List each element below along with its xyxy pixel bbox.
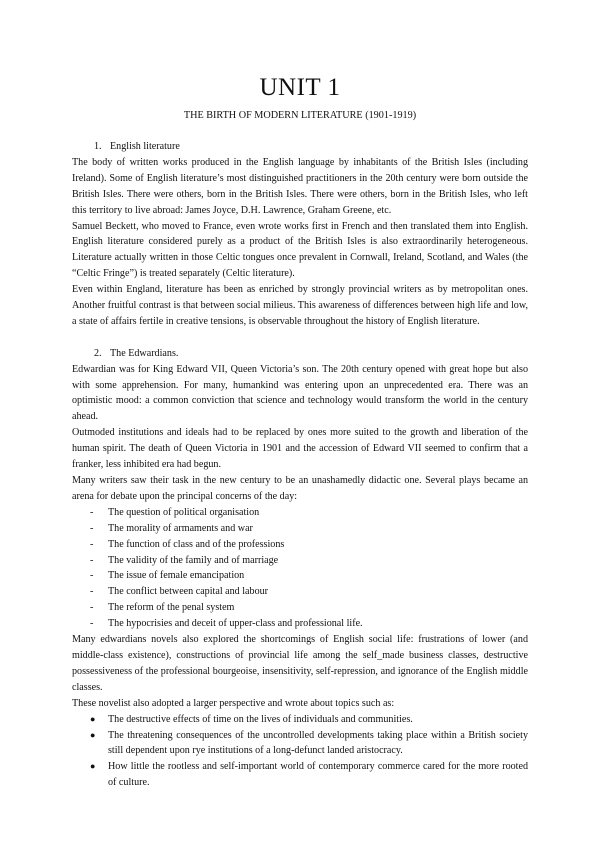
list-item-text: The reform of the penal system [108,602,235,614]
dash-marker: - [90,618,94,630]
list-item [72,505,528,521]
paragraph: Many edwardians novels also explored the shortcomings of English social life: frustrations of lower (and middle-class existence), constructions of provincial life among the self_made business classes, destructive possessiveness of the professional bourgeoise, insensitivity, self-repression, and ignorance of the English middle classes. [72,634,528,693]
paragraph: Even within England, literature has been as enriched by strongly provincial writers as by metropolitan ones. Another fruitful contrast is that between social milieus. This awareness of differences between high life and low, a state of affairs fertile in creative tensions, is observable throughout the history of English literature. [72,284,528,327]
list-item [72,759,528,791]
list-item-text: The morality of armaments and war [108,522,253,534]
bullet-icon: ● [90,729,96,740]
list-item [72,537,528,553]
page-title: UNIT 1 [259,74,341,101]
section-spacer [72,330,528,346]
topics-bullet-list [72,712,528,792]
dash-marker: - [90,602,94,614]
list-item-text: How little the rootless and self-important world of contemporary commerce cared for the more rooted of culture. [108,761,528,789]
list-item-text: The validity of the family and of marriage [108,554,279,566]
dash-marker: - [90,570,94,582]
dash-marker: - [90,554,94,566]
list-item [72,568,528,584]
section-number: 2. [94,347,102,359]
section-heading-edwardians [72,346,528,362]
paragraph: The body of written works produced in the English language by inhabitants of the British Isles (including Ireland). Some of English literature’s most distinguished practitioners in the 20th century were born outside the British Isles. There were others, born in the British Isles. There were others, born in the British Isles, who left this territory to live abroad: James Joyce, D.H. Lawrence, Graham Greene, etc. [72,156,528,216]
paragraph: Many writers saw their task in the new century to be an unashamedly didactic one. Several plays became an arena for debate upon the principal concerns of the day: [72,475,528,502]
list-item-text: The hypocrisies and deceit of upper-class and professional life. [108,618,363,630]
list-item-text: The threatening consequences of the uncontrolled developments taking place within a British society still dependent upon rye institutions of a long-defunct landed aristocracy. [108,729,528,757]
document-body [72,139,528,791]
list-item-text: The destructive effects of time on the lives of individuals and communities. [108,713,413,725]
dash-marker: - [90,522,94,534]
section-title: English literature [110,141,180,152]
section-heading-english-literature [72,139,528,155]
list-item [72,712,528,728]
list-item [72,600,528,616]
paragraph: These novelist also adopted a larger perspective and wrote about topics such as: [72,697,395,709]
bullet-icon: ● [90,761,96,772]
list-item [72,521,528,537]
list-item-text: The conflict between capital and labour [108,586,269,598]
dash-marker: - [90,506,94,518]
list-item [72,728,528,760]
bullet-icon: ● [90,713,96,724]
list-item-text: The function of class and of the professions [108,538,285,550]
section-title: The Edwardians. [110,347,179,359]
paragraph: Outmoded institutions and ideals had to be replaced by ones more suited to the growth and liberation of the human spirit. The death of Queen Victoria in 1901 and the accession of Edward VII seemed to confirm that a franker, less inhibited era had begun. [72,427,528,471]
paragraph: Samuel Beckett, who moved to France, even wrote works first in French and then translated them into English. English literature considered purely as a product of the British Isles is also extraordinarily heterogeneous. Literature actually written in those Celtic tongues once prevalent in Cornwall, Ireland, Scotland, and Wales (the “Celtic Fringe”) is treated separately (Celtic literature). [72,220,528,280]
paragraph: Edwardian was for King Edward VII, Queen Victoria’s son. The 20th century opened with great hope but also with some apprehension. For many, humankind was entering upon an unprecedented era. There was an optimistic mood: a common conviction that science and technology would transform the world in the century ahead. [72,363,528,423]
list-item-text: The issue of female emancipation [108,570,245,582]
list-item [72,584,528,600]
page-subtitle: THE BIRTH OF MODERN LITERATURE (1901-1919) [183,110,417,121]
dash-marker: - [90,538,94,550]
list-item-text: The question of political organisation [108,506,260,518]
concerns-dash-list [72,505,528,632]
section-number: 1. [94,141,102,152]
list-item [72,616,528,632]
list-item [72,553,528,569]
dash-marker: - [90,586,94,598]
